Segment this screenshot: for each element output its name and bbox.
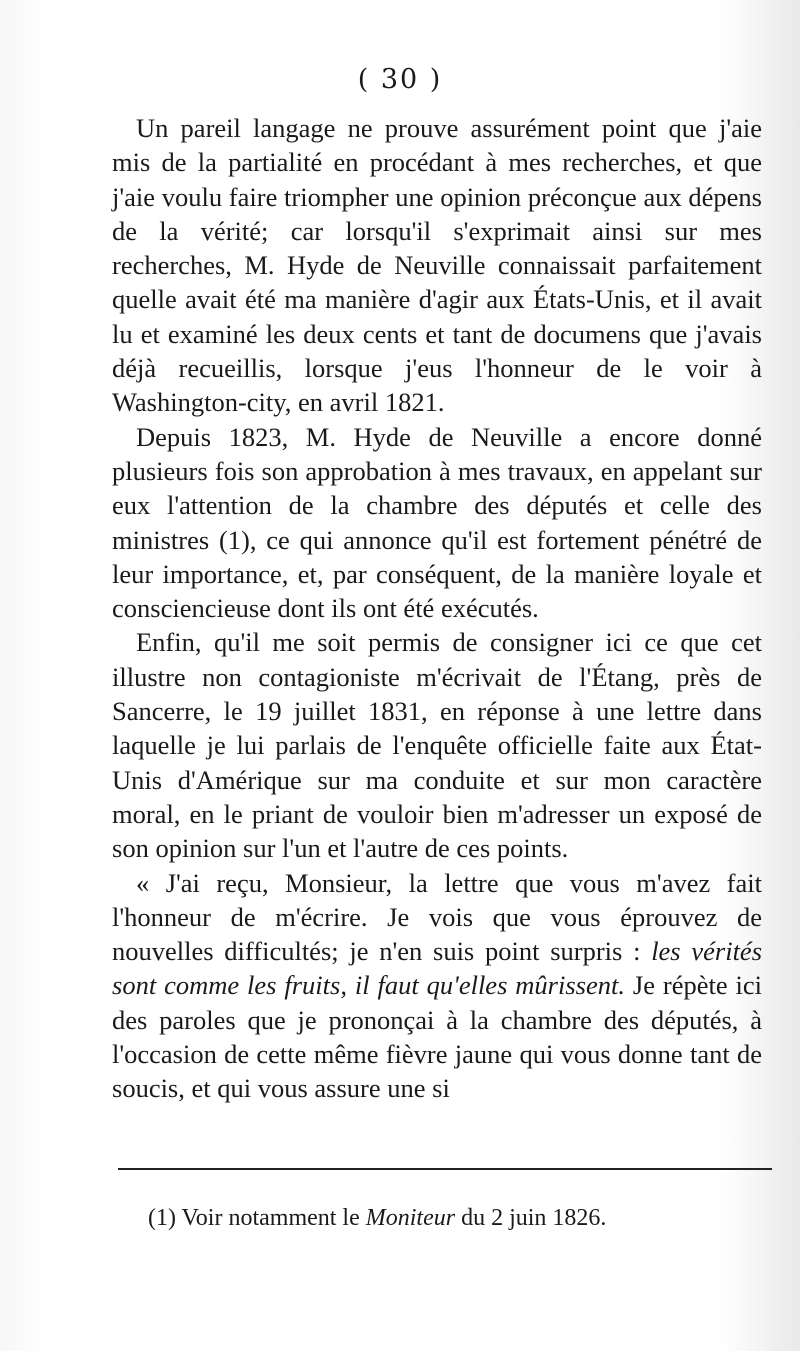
footnote-suffix: du 2 juin 1826. — [455, 1205, 607, 1231]
quote-italic-maxim: les vérités sont comme les fruits, il faut qu'elles mûrissent. — [112, 936, 763, 1001]
paragraph-4-letter-quote — [112, 866, 762, 1106]
footnote-prefix: (1) Voir notamment le — [148, 1205, 366, 1231]
body-text — [112, 111, 762, 1106]
footnote — [148, 1205, 748, 1232]
paragraph-1: Un pareil langage ne prouve assurément point que j'aie mis de la partialité en procédant à mes recherches, et que j'aie voulu faire triompher une opinion préconçue aux dépens de la vérité; car lorsqu'il s'exprimait ainsi sur mes recherches, M. Hyde de Neuville connaissait parfaitement quelle avait été ma manière d'agir aux États-Unis, et il avait lu et examiné les deux cents et tant de documens que j'avais déjà recueillis, lorsque j'eus l'honneur de le voir à Washington-city, en avril 1821. — [112, 113, 762, 418]
quote-text-before: « J'ai reçu, Monsieur, la lettre que vous m'avez fait l'honneur de m'écrire. Je vois que vous éprouvez de nouvelles difficultés; je n'en suis point surpris : — [112, 867, 762, 967]
paragraph-3: Enfin, qu'il me soit permis de consigner ici ce que cet illustre non contagioniste m'écrivait de l'Étang, près de Sancerre, le 19 juillet 1831, en réponse à une lettre dans laquelle je lui parlais de l'enquête officielle faite aux État-Unis d'Amérique sur ma conduite et sur mon caractère moral, en le priant de vouloir bien m'adresser un exposé de son opinion sur l'un et l'autre de ces points. — [112, 627, 762, 864]
paragraph-2: Depuis 1823, M. Hyde de Neuville a encore donné plusieurs fois son approbation à mes travaux, en appelant sur eux l'attention de la chambre des députés et celle des ministres (1), ce qui annonce qu'il est fortement pénétré de leur importance, et, par conséquent, de la manière loyale et consciencieuse dont ils ont été exécutés. — [112, 421, 762, 624]
quote-text-after: Je répète ici des paroles que je prononçai à la chambre des députés, à l'occasion de cette même fièvre jaune qui vous donne tant de soucis, et qui vous assure une si — [112, 970, 762, 1104]
page-number: ( 30 ) — [357, 64, 443, 95]
footnote-divider — [118, 1168, 772, 1170]
footnote-italic-title: Moniteur — [365, 1205, 456, 1231]
